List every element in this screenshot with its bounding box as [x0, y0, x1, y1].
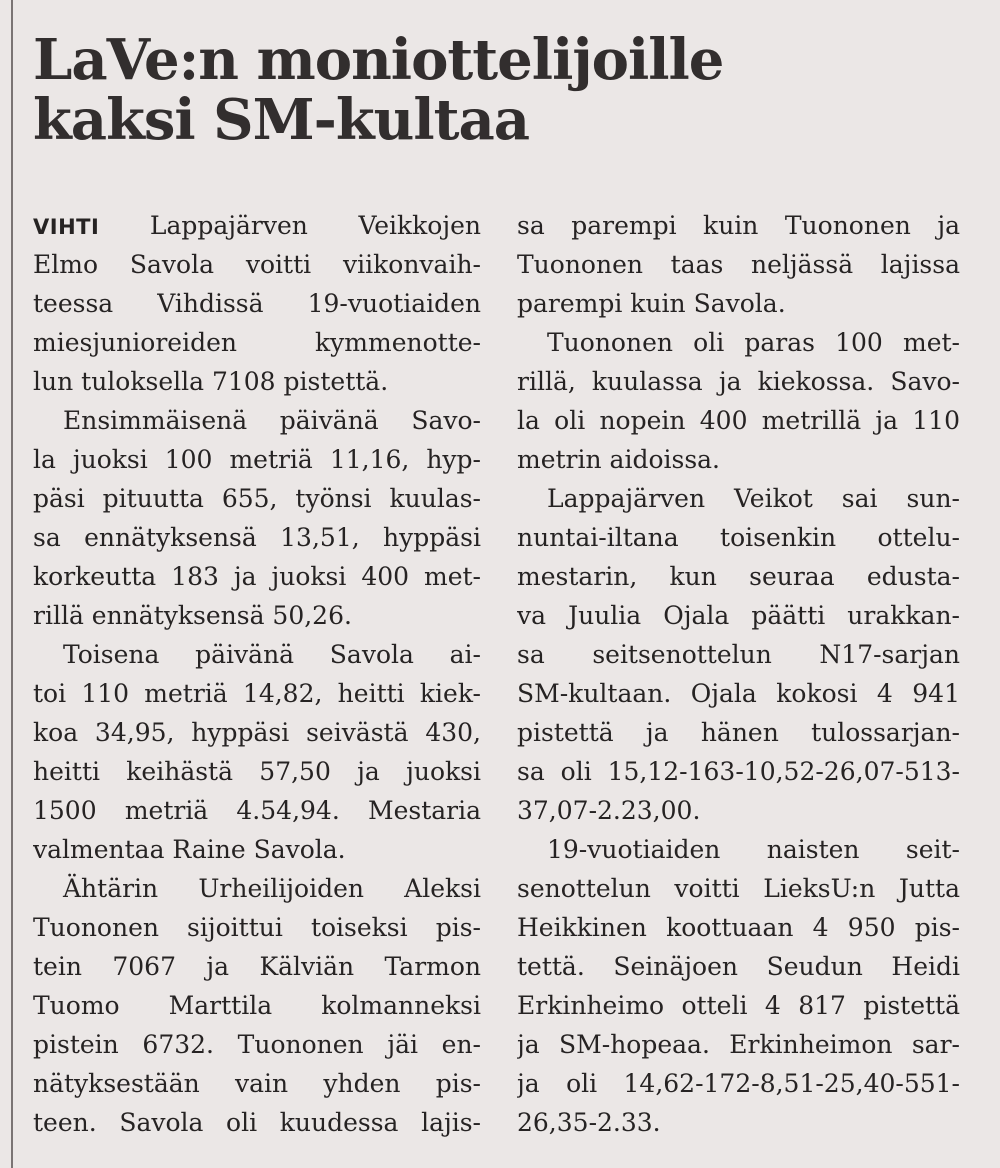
- text-line: 1500 metriä 4.54,94. Mestaria: [33, 796, 481, 825]
- text-line: 19-vuotiaiden naisten seit-: [547, 835, 960, 864]
- text-line: korkeutta 183 ja juoksi 400 met-: [33, 562, 481, 591]
- text-line: metrin aidoissa.: [517, 445, 721, 474]
- text-line: tettä. Seinäjoen Seudun Heidi: [517, 952, 960, 981]
- article-column-left: [33, 206, 481, 1142]
- article-column-right: [517, 206, 960, 1142]
- text-line: sa ennätyksensä 13,51, hyppäsi: [33, 523, 481, 552]
- text-line: la juoksi 100 metriä 11,16, hyp-: [33, 445, 481, 474]
- text-line: Elmo Savola voitti viikonvaih-: [33, 250, 481, 279]
- text-line: tein 7067 ja Kälviän Tarmon: [33, 952, 481, 981]
- text-line: päsi pituutta 655, työnsi kuulas-: [33, 484, 481, 513]
- text-line: sa seitsenottelun N17-sarjan: [517, 640, 960, 669]
- text-line: miesjunioreiden kymmenotte-: [33, 328, 481, 357]
- text-line: 26,35-2.33.: [517, 1108, 661, 1137]
- text-line: Heikkinen koottuaan 4 950 pis-: [517, 913, 960, 942]
- text-line: Tuononen taas neljässä lajissa: [517, 250, 960, 279]
- headline-line: LaVe:n moniottelijoille: [33, 27, 724, 93]
- text-line: rillä, kuulassa ja kiekossa. Savo-: [517, 367, 960, 396]
- headline: [33, 27, 933, 153]
- text-line: Ensimmäisenä päivänä Savo-: [63, 406, 481, 435]
- column-rule: [11, 0, 13, 1168]
- text-line: nätyksestään vain yhden pis-: [33, 1069, 481, 1098]
- text-line: Tuononen oli paras 100 met-: [547, 328, 960, 357]
- text-line: sa parempi kuin Tuononen ja: [517, 211, 960, 240]
- text-line: la oli nopein 400 metrillä ja 110: [517, 406, 960, 435]
- text-line: Tuononen sijoittui toiseksi pis-: [33, 913, 481, 942]
- text-line: koa 34,95, hyppäsi seivästä 430,: [33, 718, 481, 747]
- text-line: rillä ennätyksensä 50,26.: [33, 601, 352, 630]
- dateline: VIHTI: [33, 215, 100, 239]
- headline-line: kaksi SM-kultaa: [33, 87, 530, 153]
- text-line: 37,07-2.23,00.: [517, 796, 701, 825]
- text-line: Erkinheimo otteli 4 817 pistettä: [517, 991, 960, 1020]
- text-line: parempi kuin Savola.: [517, 289, 786, 318]
- text-line: lun tuloksella 7108 pistettä.: [33, 367, 389, 396]
- text-line: pistettä ja hänen tulossarjan-: [517, 718, 960, 747]
- text-line: [33, 206, 481, 245]
- text-line: teen. Savola oli kuudessa lajis-: [33, 1108, 481, 1137]
- text-line: ja SM-hopeaa. Erkinheimon sar-: [517, 1030, 960, 1059]
- text-line: Toisena päivänä Savola ai-: [63, 640, 481, 669]
- text-line: pistein 6732. Tuononen jäi en-: [33, 1030, 481, 1059]
- text-line: senottelun voitti LieksU:n Jutta: [517, 874, 960, 903]
- text-line: mestarin, kun seuraa edusta-: [517, 562, 960, 591]
- text-line: valmentaa Raine Savola.: [33, 835, 346, 864]
- text-line: teessa Vihdissä 19-vuotiaiden: [33, 289, 481, 318]
- text-line-content: Lappajärven Veikkojen: [149, 211, 481, 240]
- text-line: nuntai-iltana toisenkin ottelu-: [517, 523, 960, 552]
- text-line: Tuomo Marttila kolmanneksi: [33, 991, 481, 1020]
- text-line: sa oli 15,12-163-10,52-26,07-513-: [517, 757, 960, 786]
- text-line: Lappajärven Veikot sai sun-: [547, 484, 960, 513]
- text-line: ja oli 14,62-172-8,51-25,40-551-: [517, 1069, 960, 1098]
- text-line: SM-kultaan. Ojala kokosi 4 941: [517, 679, 960, 708]
- text-line: toi 110 metriä 14,82, heitti kiek-: [33, 679, 481, 708]
- text-line: Ähtärin Urheilijoiden Aleksi: [63, 874, 481, 903]
- text-line: va Juulia Ojala päätti urakkan-: [517, 601, 960, 630]
- text-line: heitti keihästä 57,50 ja juoksi: [33, 757, 481, 786]
